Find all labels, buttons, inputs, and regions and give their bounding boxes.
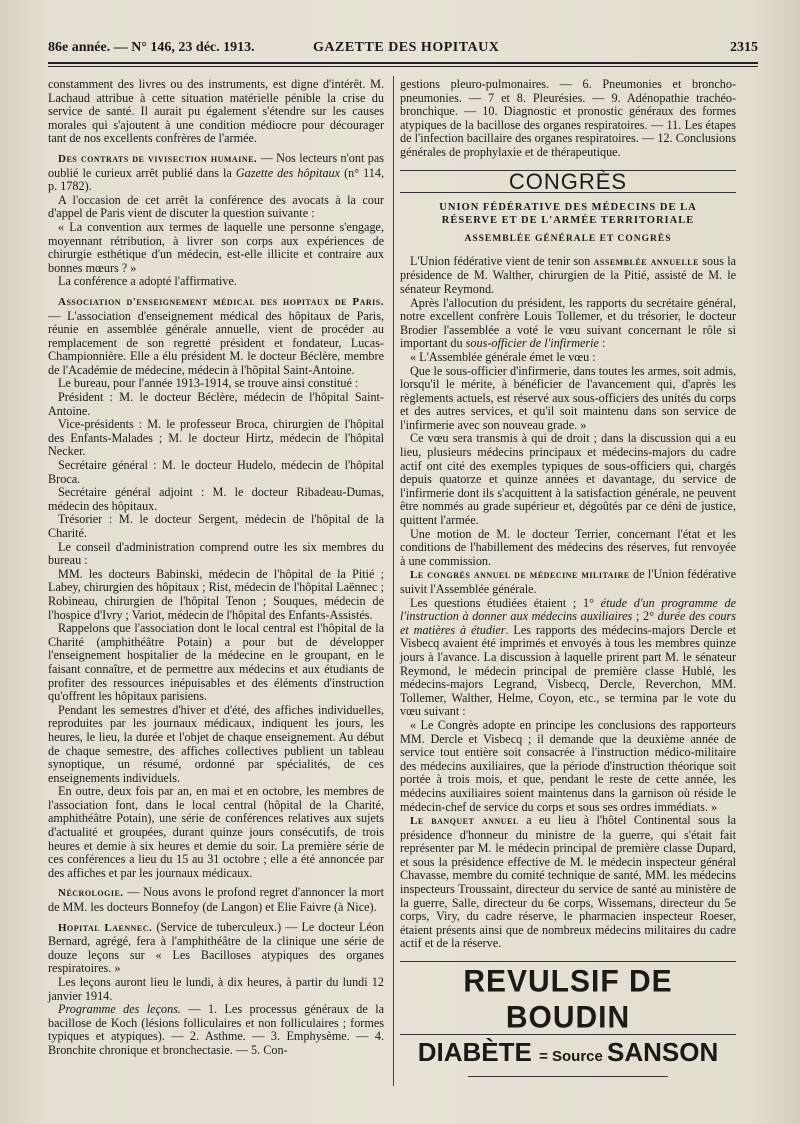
paragraph: Vice-présidents : M. le professeur Broca, chirurgien de l'hôpital des Enfants-Malades ; M. le docteur Hirtz, médecin de l'hôpital Necker. (48, 417, 384, 459)
header-rule-thin (48, 66, 758, 67)
item-heading: Hopital Laennec. (58, 921, 153, 934)
advertisement (400, 961, 736, 1077)
paragraph: Programme des leçons. — 1. Les processus généraux de la bacillose de Koch (lésions folliculaires et non folliculaires ; formes typiques et atypiques). — 2. Asthme. — 3. Emphysème. — 4. Bronchite chronique et bronchectasie. — 5. Con- (48, 1002, 384, 1057)
paragraph: Président : M. le docteur Béclère, médecin de l'hôpital Saint-Antoine. (48, 390, 384, 418)
journal-title: GAZETTE DES HOPITAUX (313, 40, 500, 55)
paragraph: L'Union fédérative vient de tenir son assemblée annuelle sous la présidence de M. Walther, chirurgien de la Pitié, assisté de M. le sénateur Reymond. (400, 253, 737, 296)
left-column (48, 78, 384, 1058)
paragraph: Trésorier : M. le docteur Sergent, médecin de l'hôpital de la Charité. (48, 512, 384, 540)
section-title: CONGRÈS (400, 170, 736, 194)
paragraph: Secrétaire général : M. le docteur Hudelo, médecin de l'hôpital Broca. (48, 458, 384, 486)
ad-bottom-rule (468, 1076, 668, 1077)
news-item-vivisection: Des contrats de vivisection humaine. — Nos lecteurs n'ont pas oublié le curieux arrêt publié dans la Gazette des hôpitaux (n° 114, p. 1782). (48, 150, 384, 194)
page-number: 2315 (730, 40, 758, 55)
paragraph: Les leçons auront lieu le lundi, à dix heures, à partir du lundi 12 janvier 1914. (48, 975, 384, 1003)
news-item-association: Association d'enseignement médical des hopitaux de Paris. — L'association d'enseignement médical des hôpitaux de Paris, réunie en assemblée générale annuelle, vient de procéder au remplacement de son regretté président et fondateur, Lucas-Championnière. Elle a élu président M. le docteur Béclère, membre de l'Académie de médecine, médecin à l'hôpital Saint-Antoine. (48, 295, 384, 377)
news-item-necrologie: Nécrologie. — Nous avons le profond regret d'annoncer la mort de MM. les docteurs Bonnefoy (de Langon) et Elie Faivre (à Nice). (48, 885, 384, 915)
paragraph: MM. les docteurs Babinski, médecin de l'hôpital de la Pitié ; Labey, chirurgien des hôpitaux ; Rist, médecin de l'hôpital Laënnec ; Robineau, chirurgien de l'hôpital Tenon ; Souques, médecin de l'hospice d'Ivry ; Variot, médecin de l'hôpital des Enfants-Assistés. (48, 566, 384, 622)
paragraph: Rappelons que l'association dont le local central est l'hôpital de la Charité (amphithéâtre Potain) a pour but de développer l'enseignement hospitalier de la médecine en le groupant, en le faisant connaître, et de permettre aux médecins et aux étudiants de profiter des ressources inépuisables et des éléments d'instruction qu'offrent les hôpitaux parisiens. (48, 621, 384, 704)
paragraph: Le banquet annuel a eu lieu à l'hôtel Continental sous la présidence d'honneur du ministre de la guerre, qui s'était fait représenter par M. le médecin principal de première classe Dupard, et sous la présidence effective de M. le médecin inspecteur général Chavasse, membre du comité technique de santé, MM. les médecins inspecteurs Troussaint, directeur du service de santé au ministère de la guerre, Salle, directeur du 6e corps, Wissemans, directeur du 5e corps, Viry, du cadre réserve, le pharmacien inspecteur Roeser, étaient présents ainsi que de nombreux médecins militaires du cadre actif et de la réserve. (400, 813, 736, 951)
paragraph: La conférence a adopté l'affirmative. (58, 274, 237, 289)
paragraph: « Le Congrès adopte en principe les conclusions des rapporteurs MM. Dercle et Visbecq ; il demande que la deuxième année de service tout entière soit consacrée à l'instruction médico-militaire des médecins auxiliaires, que la période d'instruction théorique soit portée à trois mois, et que, pendant le reste de cette année, les médecins auxiliaires soient maintenus dans la garnison où réside le médecin-chef de service du corps et sous ses ordres immédiats. » (400, 717, 736, 814)
paragraph: « La convention aux termes de laquelle une personne s'engage, moyennant rétribution, à livrer son corps aux expériences de chirurgie esthétique d'un médecin, est-elle illicite et contraire aux bonnes mœurs ? » (48, 219, 384, 275)
item-heading: Association d'enseignement médical des hopitaux de Paris. (58, 295, 384, 308)
paragraph: En outre, deux fois par an, en mai et en octobre, les membres de l'association font, dans le local central (hôpital de la Charité, amphithéâtre Potain), une série de conférences relatives aux sujets d'actualité et groupées, durant quinze jours consécutifs, de trois heures et demie à six heures et demie du soir. La première série de ces conférences a lieu du 15 au 31 octobre ; elle a été annoncée par des affiches et par les journaux médicaux. (48, 784, 384, 880)
header-rule-thick (48, 62, 758, 64)
paragraph: Le bureau, pour l'année 1913-1914, se trouve ainsi constitué : (58, 376, 359, 391)
paragraph: gestions pleuro-pulmonaires. — 6. Pneumonies et broncho-pneumonies. — 7 et 8. Pleurésies. — 9. Adénopathie trachéo-bronchique. — 10. Diagnostic et pronostic généraux des formes atypiques de la bacillose des organes respiratoires. — 11. Les étapes de l'infection bacillaire des organes respiratoires. — 12. Conclusions générales de prophylaxie et de thérapeutique. (400, 77, 736, 159)
article-title: UNION FÉDÉRATIVE DES MÉDECINS DE LA RÉSERVE ET DE L'ARMÉE TERRITORIALE (439, 202, 697, 227)
paragraph: Que le sous-officier d'infirmerie, dans toutes les armes, soit admis, lorsqu'il le mérite, à bénéficier de l'avancement qui, d'après les règlements actuels, est réservé aux sous-officiers des unités du corps et des autres services, et qu'il soit maintenu dans son service de l'infirmerie avec son nouveau grade. » (400, 363, 736, 432)
ad-headline: REVULSIF DE BOUDIN (463, 964, 673, 1035)
paragraph: Les questions étudiées étaient ; 1° étude d'un programme de l'instruction à donner aux médecins auxiliaires ; 2° durée des cours et matières à étudier. Les rapports des médecins-majors Dercle et Visbecq avaient été imprimés et envoyés à tous les membres quinze jours à l'avance. La discussion à laquelle prirent part M. le sénateur Reymond, le médecin principal de première classe Hublé, les médecins-majors Legrand, Visbecq, Dercle, Reverchon, MM. Tollemer, Walther, Helme, Coyon, etc., se termina par le vote du vœu suivant : (400, 595, 737, 719)
paragraph: Le conseil d'administration comprend outre les six membres du bureau : (48, 539, 384, 568)
paragraph: « L'Assemblée générale émet le vœu : (410, 349, 596, 364)
page-header (48, 40, 758, 60)
right-column (400, 78, 736, 1077)
item-heading: Nécrologie. (58, 887, 124, 900)
ad-subline: DIABÈTE = Source SANSON (400, 1034, 736, 1072)
paragraph: Après l'allocution du président, les rapports du secrétaire général, notre excellent confrère Louis Tollemer, et du trésorier, le docteur Brodier l'assemblée a voté le vœu suivant concernant le rôle si important du sous-officier de l'infirmerie : (400, 295, 736, 351)
article-subtitle: ASSEMBLÉE GÉNÉRALE ET CONGRÈS (464, 234, 672, 245)
item-heading: Des contrats de vivisection humaine. (58, 152, 258, 165)
paragraph: constamment des livres ou des instruments, est digne d'intérêt. M. Lachaud attribue à cette situation matérielle pénible la crise du service de santé. Il aurait pu également s'étendre sur les causes morales qui s'ajoutent à une condition médiocre pour décourager tant de nos excellents confrères de l'armée. (48, 77, 384, 146)
news-item-laennec: Hopital Laennec. (Service de tuberculeux.) — Le docteur Léon Bernard, agrégé, fera à l'amphithéâtre de la clinique une série de douze leçons sur « Les Bacilloses atypiques des organes respiratoires. » (48, 919, 384, 976)
paragraph: Secrétaire général adjoint : M. le docteur Ribadeau-Dumas, médecin des hôpitaux. (48, 485, 384, 513)
issue-info: 86e année. — N° 146, 23 déc. 1913. (48, 40, 255, 55)
column-divider (393, 76, 394, 1086)
paragraph: Pendant les semestres d'hiver et d'été, des affiches individuelles, reproduites par les journaux médicaux, indiquent les jours, les heures, le lieu, la durée et l'objet de chaque enseignement. Au début de chaque semestre, des affiches collectives publient un tableau synoptique, un résumé, ordonné par spécialités, de ces enseignements individuels. (48, 702, 384, 785)
paragraph: Le congrès annuel de médecine militaire de l'Union fédérative suivit l'Assemblée générale. (400, 567, 736, 596)
paragraph: Ce vœu sera transmis à qui de droit ; dans la discussion qui a eu lieu, plusieurs médecins principaux et médecins-majors du cadre actif ont cité des exemples typiques de sous-officiers qui, chargés depuis quatorze et quinze années et davantage, du service de l'infirmerie dont ils s'acquittent à la satisfaction générale, ne peuvent être nommés au grade supérieur et, dégoûtés par ce déni de justice, quittent l'armée. (400, 431, 736, 528)
paragraph: A l'occasion de cet arrêt la conférence des avocats à la cour d'appel de Paris vient de discuter la question suivante : (48, 192, 384, 221)
paragraph: Une motion de M. le docteur Terrier, concernant l'état et les conditions de l'habillement des médecins des réserves, fut renvoyée à une commission. (400, 526, 736, 568)
